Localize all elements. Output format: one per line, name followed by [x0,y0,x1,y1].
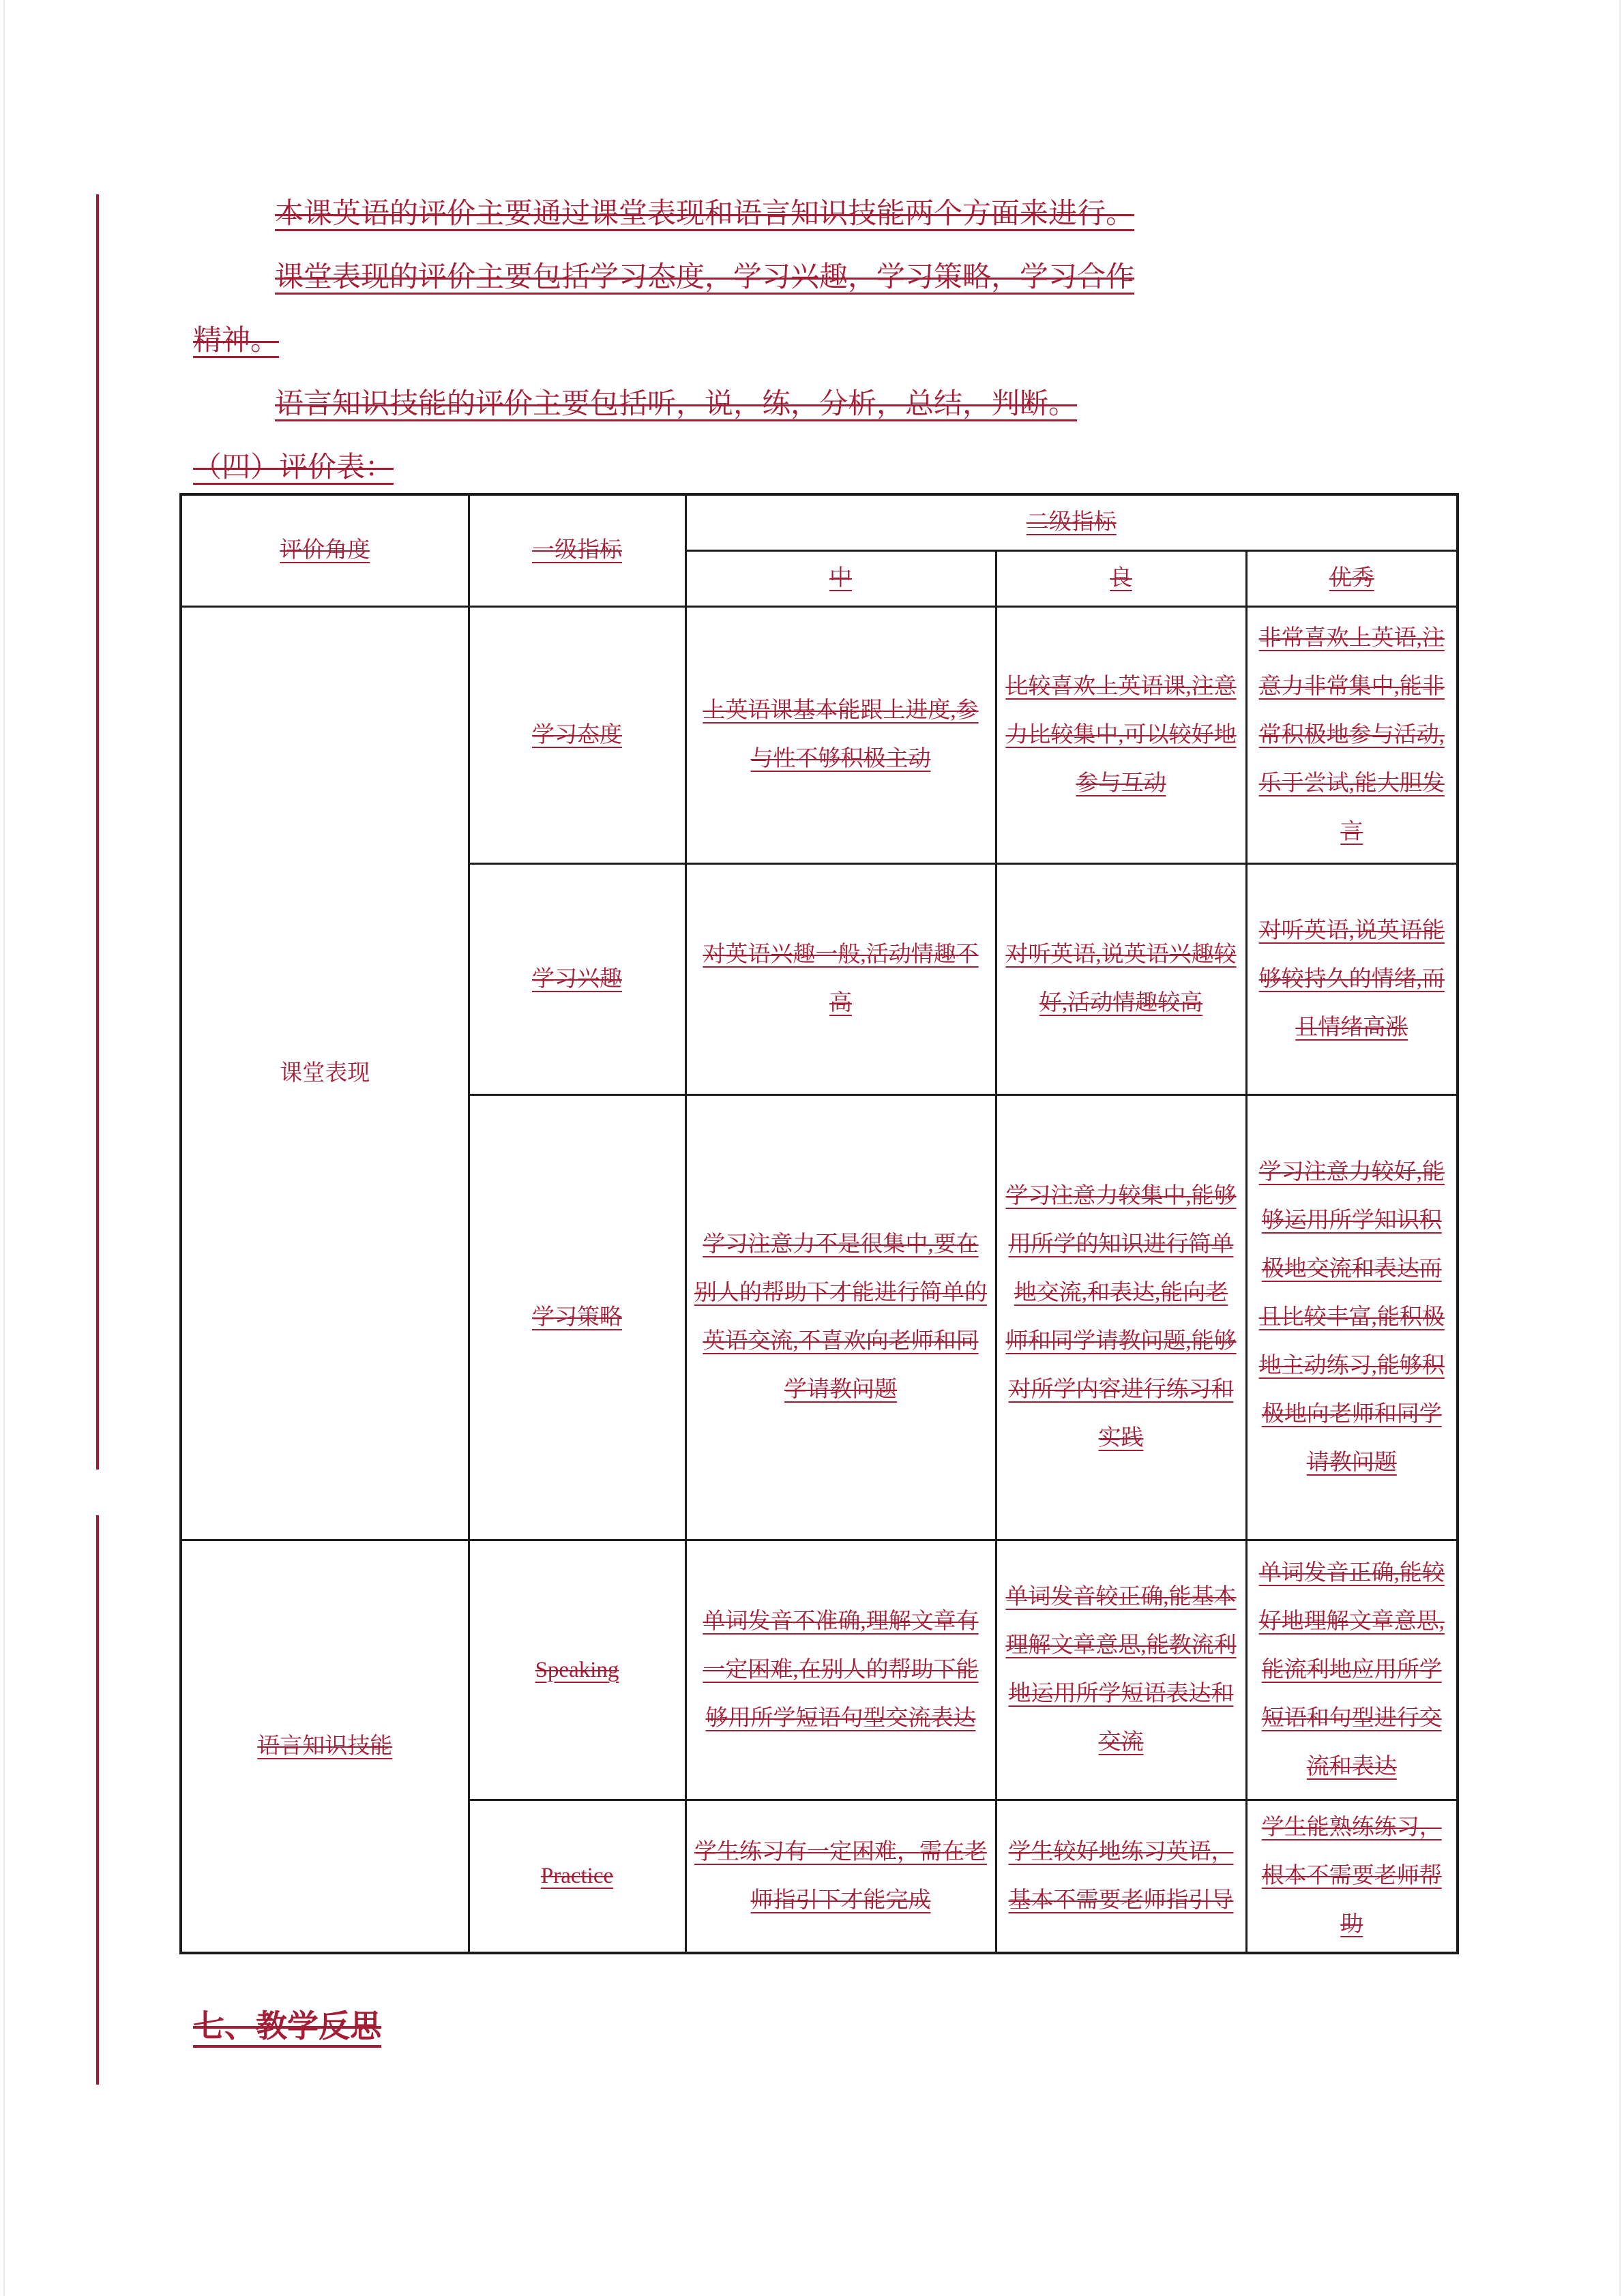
page-right-edge [1619,0,1621,2296]
practice-excellent-cell: 学生能熟练练习，根本不需要老师帮助 [1246,1800,1458,1954]
header-grade-excellent: 优秀 [1246,551,1458,607]
body-paragraphs [193,183,1393,500]
speaking-good-cell: 单词发音较正确,能基本理解文章意思,能教流利地运用所学短语表达和交流 [996,1540,1246,1800]
section-heading-teaching-reflection: 七、教学反思 [193,2009,381,2044]
interest-mid-cell: 对英语兴趣一般,活动情趣不高 [685,864,996,1095]
paragraph-table-caption: （四）评价表： [193,452,394,483]
evaluation-table [179,493,1459,1954]
indicator-speaking: Speaking [469,1540,685,1800]
interest-excellent-cell: 对听英语,说英语能够较持久的情绪,而且情绪高涨 [1246,864,1458,1095]
practice-good-cell: 学生较好地练习英语，基本不需要老师指引导 [996,1800,1246,1954]
attitude-good-cell: 比较喜欢上英语课,注意力比较集中,可以较好地参与互动 [996,607,1246,864]
strategy-good-cell: 学习注意力较集中,能够用所学的知识进行简单地交流,和表达,能向老师和同学请教问题,能够对所学内容进行练习和实践 [996,1095,1246,1540]
interest-good-cell: 对听英语,说英语兴趣较好,活动情趣较高 [996,864,1246,1095]
page-left-edge [3,0,5,2296]
strategy-mid-cell: 学习注意力不是很集中,要在别人的帮助下才能进行简单的英语交流,不喜欢向老师和同学请教问题 [685,1095,996,1540]
indicator-attitude: 学习态度 [469,607,685,864]
paragraph-evaluation-overview: 本课英语的评价主要通过课堂表现和语言知识技能两个方面来进行。 [275,198,1135,230]
speaking-excellent-cell: 单词发音正确,能较好地理解文章意思,能流利地应用所学短语和句型进行交流和表达 [1246,1540,1458,1800]
header-level1-indicator: 一级指标 [469,494,685,607]
strategy-excellent-cell: 学习注意力较好,能够运用所学知识积极地交流和表达而且比较丰富,能积极地主动练习,能够积极地向老师和同学请教问题 [1246,1095,1458,1540]
practice-mid-cell: 学生练习有一定困难，需在老师指引下才能完成 [685,1800,996,1954]
attitude-excellent-cell: 非常喜欢上英语,注意力非常集中,能非常积极地参与活动,乐于尝试,能大胆发言 [1246,607,1458,864]
category-language-knowledge-skills: 语言知识技能 [181,1540,469,1954]
paragraph-spirit: 精神。 [193,325,280,357]
table-row-speaking [181,1540,1458,1800]
speaking-mid-cell: 单词发音不准确,理解文章有一定困难,在别人的帮助下能够用所学短语句型交流表达 [685,1540,996,1800]
table-row-attitude [181,607,1458,864]
indicator-practice: Practice [469,1800,685,1954]
category-classroom-performance: 课堂表现 [181,607,469,1540]
indicator-interest: 学习兴趣 [469,864,685,1095]
revision-change-bar-top [96,194,99,1470]
header-grade-mid: 中 [685,551,996,607]
paragraph-classroom-performance: 课堂表现的评价主要包括学习态度，学习兴趣，学习策略，学习合作 [275,262,1135,293]
paragraph-language-skills: 语言知识技能的评价主要包括听，说，练，分析，总结，判断。 [275,389,1078,420]
attitude-mid-cell: 上英语课基本能跟上进度,参与性不够积极主动 [685,607,996,864]
header-grade-good: 良 [996,551,1246,607]
header-evaluation-angle: 评价角度 [181,494,469,607]
indicator-strategy: 学习策略 [469,1095,685,1540]
header-level2-indicator: 二级指标 [685,494,1458,551]
revision-change-bar-bottom [96,1515,99,2085]
table-header-row-1 [181,494,1458,551]
